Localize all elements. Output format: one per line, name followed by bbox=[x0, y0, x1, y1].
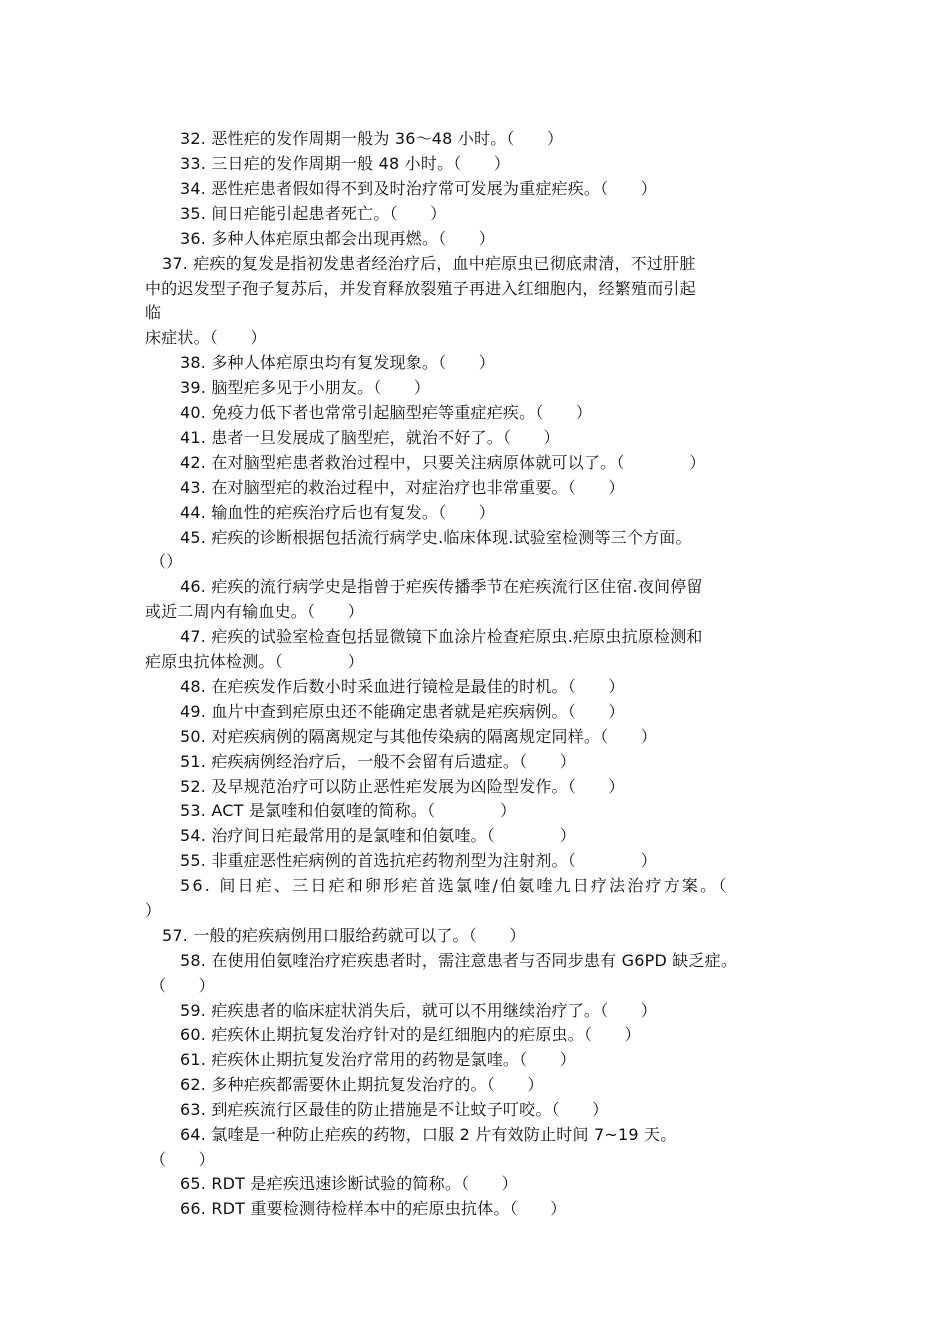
question-54: 54. 治疗间日疟最常用的是氯喹和伯氨喹。（ ） bbox=[180, 826, 576, 845]
question-46-line-2: 或近二周内有输血史。（ ） bbox=[145, 602, 364, 621]
question-58-line-1: 58. 在使用伯氨喹治疗疟疾患者时，需注意患者与否同步患有 G6PD 缺乏症。 bbox=[180, 951, 738, 970]
question-37-line-3: 临 bbox=[145, 303, 162, 322]
question-66: 66. RDT 重要检测待检样本中的疟原虫抗体。（ ） bbox=[180, 1199, 567, 1218]
question-64-line-1: 64. 氯喹是一种防止疟疾的药物，口服 2 片有效防止时间 7~19 天。 bbox=[180, 1125, 677, 1144]
question-63: 63. 到疟疾流行区最佳的防止措施是不让蚊子叮咬。（ ） bbox=[180, 1100, 609, 1119]
question-32: 32. 恶性疟的发作周期一般为 36～48 小时。（ ） bbox=[180, 129, 564, 148]
question-45-line-2: （） bbox=[150, 552, 183, 571]
question-37-line-2: 中的迟发型子孢子复苏后，并发育释放裂殖子再进入红细胞内，经繁殖而引起 bbox=[145, 279, 696, 298]
question-56-line-2: ） bbox=[145, 901, 162, 920]
question-37-line-4: 床症状。（ ） bbox=[145, 328, 267, 347]
question-47-line-1: 47. 疟疾的试验室检查包括显微镜下血涂片检查疟原虫.疟原虫抗原检测和 bbox=[180, 627, 703, 646]
question-64-line-2: （ ） bbox=[150, 1150, 215, 1169]
question-36: 36. 多种人体疟原虫都会出现再燃。（ ） bbox=[180, 229, 495, 248]
question-33: 33. 三日疟的发作周期一般 48 小时。（ ） bbox=[180, 154, 511, 173]
question-55: 55. 非重症恶性疟病例的首选抗疟药物剂型为注射剂。（ ） bbox=[180, 851, 657, 870]
question-38: 38. 多种人体疟原虫均有复发现象。（ ） bbox=[180, 353, 495, 372]
question-35: 35. 间日疟能引起患者死亡。（ ） bbox=[180, 204, 447, 223]
question-57: 57. 一般的疟疾病例用口服给药就可以了。（ ） bbox=[162, 926, 526, 945]
question-56-line-1: 56. 间日疟、三日疟和卵形疟首选氯喹/伯氨喹九日疗法治疗方案。（ bbox=[180, 876, 729, 895]
question-62: 62. 多种疟疾都需要休止期抗复发治疗的。（ ） bbox=[180, 1075, 544, 1094]
question-40: 40. 免疫力低下者也常常引起脑型疟等重症疟疾。（ ） bbox=[180, 403, 593, 422]
question-61: 61. 疟疾休止期抗复发治疗常用的药物是氯喹。（ ） bbox=[180, 1050, 576, 1069]
question-65: 65. RDT 是疟疾迅速诊断试验的简称。（ ） bbox=[180, 1174, 518, 1193]
question-48: 48. 在疟疾发作后数小时采血进行镜检是最佳的时机。（ ） bbox=[180, 677, 625, 696]
question-45-line-1: 45. 疟疾的诊断根据包括流行病学史.临床体现.试验室检测等三个方面。 bbox=[180, 528, 692, 547]
question-58-line-2: （ ） bbox=[150, 976, 215, 995]
question-42: 42. 在对脑型疟患者救治过程中，只要关注病原体就可以了。（ ） bbox=[180, 453, 706, 472]
question-46-line-1: 46. 疟疾的流行病学史是指曾于疟疾传播季节在疟疾流行区住宿.夜间停留 bbox=[180, 577, 703, 596]
question-50: 50. 对疟疾病例的隔离规定与其他传染病的隔离规定同样。（ ） bbox=[180, 727, 657, 746]
question-43: 43. 在对脑型疟的救治过程中，对症治疗也非常重要。（ ） bbox=[180, 478, 625, 497]
question-41: 41. 患者一旦发展成了脑型疟，就治不好了。（ ） bbox=[180, 428, 560, 447]
question-49: 49. 血片中查到疟原虫还不能确定患者就是疟疾病例。（ ） bbox=[180, 702, 625, 721]
question-51: 51. 疟疾病例经治疗后，一般不会留有后遗症。（ ） bbox=[180, 752, 576, 771]
question-60: 60. 疟疾休止期抗复发治疗针对的是红细胞内的疟原虫。（ ） bbox=[180, 1025, 641, 1044]
question-52: 52. 及早规范治疗可以防止恶性疟发展为凶险型发作。（ ） bbox=[180, 777, 625, 796]
question-44: 44. 输血性的疟疾治疗后也有复发。（ ） bbox=[180, 503, 495, 522]
question-47-line-2: 疟原虫抗体检测。（ ） bbox=[145, 652, 364, 671]
question-59: 59. 疟疾患者的临床症状消失后，就可以不用继续治疗了。（ ） bbox=[180, 1001, 657, 1020]
question-37-line-1: 37. 疟疾的复发是指初发患者经治疗后，血中疟原虫已彻底肃清，不过肝脏 bbox=[162, 254, 696, 273]
question-34: 34. 恶性疟患者假如得不到及时治疗常可发展为重症疟疾。（ ） bbox=[180, 179, 657, 198]
question-53: 53. ACT 是氯喹和伯氨喹的简称。（ ） bbox=[180, 801, 517, 820]
question-39: 39. 脑型疟多见于小朋友。（ ） bbox=[180, 378, 431, 397]
